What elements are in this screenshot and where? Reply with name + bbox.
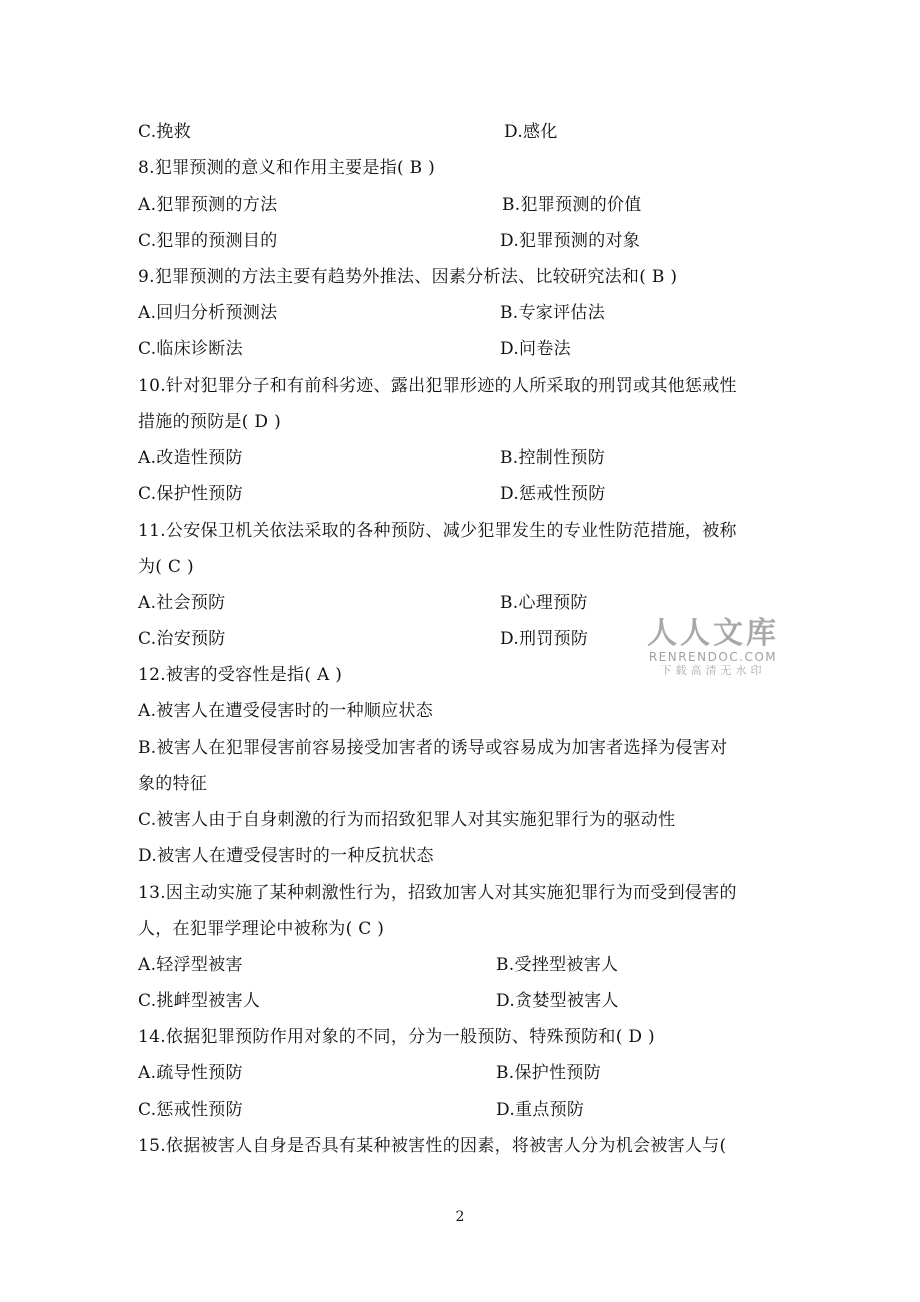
- line-text: 人，在犯罪学理论中被称为( C ): [138, 919, 385, 939]
- text-line: [138, 954, 619, 976]
- line-text: 10.针对犯罪分子和有前科劣迹、露出犯罪形迹的人所采取的刑罚或其他惩戒性: [138, 376, 737, 396]
- renrendoc-watermark: [638, 618, 788, 684]
- text-line: [138, 882, 737, 904]
- option-left: A.犯罪预测的方法: [138, 195, 278, 215]
- text-line: [138, 1062, 601, 1084]
- option-left: C.挑衅型被害人: [138, 991, 261, 1011]
- option-left: C.犯罪的预测目的: [138, 231, 278, 251]
- option-left: A.改造性预防: [138, 448, 243, 468]
- option-right: D.问卷法: [500, 339, 571, 359]
- text-line: [138, 556, 194, 578]
- option-right: B.专家评估法: [500, 303, 605, 323]
- line-text: B.被害人在犯罪侵害前容易接受加害者的诱导或容易成为加害者选择为侵害对: [138, 738, 728, 758]
- line-text: D.被害人在遭受侵害时的一种反抗状态: [138, 846, 434, 866]
- text-line: [138, 1135, 726, 1157]
- option-right: D.刑罚预防: [500, 629, 589, 649]
- line-text: A.被害人在遭受侵害时的一种顺应状态: [138, 701, 434, 721]
- text-line: [138, 809, 675, 831]
- line-text: C.被害人由于自身刺激的行为而招致犯罪人对其实施犯罪行为的驱动性: [138, 810, 676, 830]
- line-text: 8.犯罪预测的意义和作用主要是指( B ): [138, 158, 436, 178]
- text-line: [138, 375, 737, 397]
- option-left: A.疏导性预防: [138, 1063, 243, 1083]
- option-right: D.惩戒性预防: [500, 484, 606, 504]
- text-line: [138, 157, 435, 179]
- page-number: 2: [455, 1209, 465, 1225]
- text-line: [138, 1026, 655, 1048]
- line-text: 13.因主动实施了某种刺激性行为，招致加害人对其实施犯罪行为而受到侵害的: [138, 883, 737, 903]
- option-right: D.贪婪型被害人: [496, 991, 619, 1011]
- option-right: B.保护性预防: [496, 1063, 601, 1083]
- option-left: C.挽救: [138, 122, 192, 142]
- text-line: [138, 194, 642, 216]
- text-line: [138, 773, 207, 795]
- text-line: [138, 121, 558, 143]
- text-line: [138, 1099, 585, 1121]
- option-left: A.轻浮型被害: [138, 955, 243, 975]
- text-line: [138, 628, 589, 650]
- text-line: [138, 483, 606, 505]
- line-text: 9.犯罪预测的方法主要有趋势外推法、因素分析法、比较研究法和( B ): [138, 267, 678, 287]
- option-left: A.回归分析预测法: [138, 303, 278, 323]
- text-line: [138, 592, 588, 614]
- text-line: [138, 520, 737, 542]
- line-text: 象的特征: [138, 774, 208, 794]
- line-text: 14.依据犯罪预防作用对象的不同，分为一般预防、特殊预防和( D ): [138, 1027, 655, 1047]
- watermark-title: 人人文库: [647, 616, 779, 651]
- text-line: [138, 447, 605, 469]
- text-line: [138, 266, 677, 288]
- line-text: 为( C ): [138, 557, 194, 577]
- line-text: 15.依据被害人自身是否具有某种被害性的因素，将被害人分为机会被害人与(: [138, 1136, 727, 1156]
- text-line: [138, 230, 641, 252]
- line-text: 11.公安保卫机关依法采取的各种预防、减少犯罪发生的专业性防范措施，被称: [138, 521, 737, 541]
- line-text: 12.被害的受容性是指( A ): [138, 665, 343, 685]
- option-right: D.犯罪预测的对象: [500, 231, 641, 251]
- option-left: A.社会预防: [138, 593, 226, 613]
- text-line: [138, 411, 281, 433]
- option-right: D.感化: [504, 122, 558, 142]
- option-left: C.临床诊断法: [138, 339, 243, 359]
- option-right: B.受挫型被害人: [496, 955, 619, 975]
- text-line: [138, 664, 342, 686]
- text-line: [138, 700, 433, 722]
- option-left: C.保护性预防: [138, 484, 243, 504]
- option-right: B.犯罪预测的价值: [502, 195, 642, 215]
- text-line: [138, 302, 605, 324]
- line-text: 措施的预防是( D ): [138, 412, 282, 432]
- option-left: C.惩戒性预防: [138, 1100, 243, 1120]
- text-line: [138, 338, 571, 360]
- option-right: B.心理预防: [500, 593, 588, 613]
- text-line: [138, 918, 384, 940]
- text-line: [138, 737, 727, 759]
- option-right: B.控制性预防: [500, 448, 605, 468]
- text-line: [138, 845, 434, 867]
- text-line: [138, 990, 619, 1012]
- option-right: D.重点预防: [496, 1100, 585, 1120]
- option-left: C.治安预防: [138, 629, 226, 649]
- watermark-site: RENRENDOC.COM: [648, 650, 778, 664]
- watermark-tagline: 下载高清无水印: [660, 664, 766, 677]
